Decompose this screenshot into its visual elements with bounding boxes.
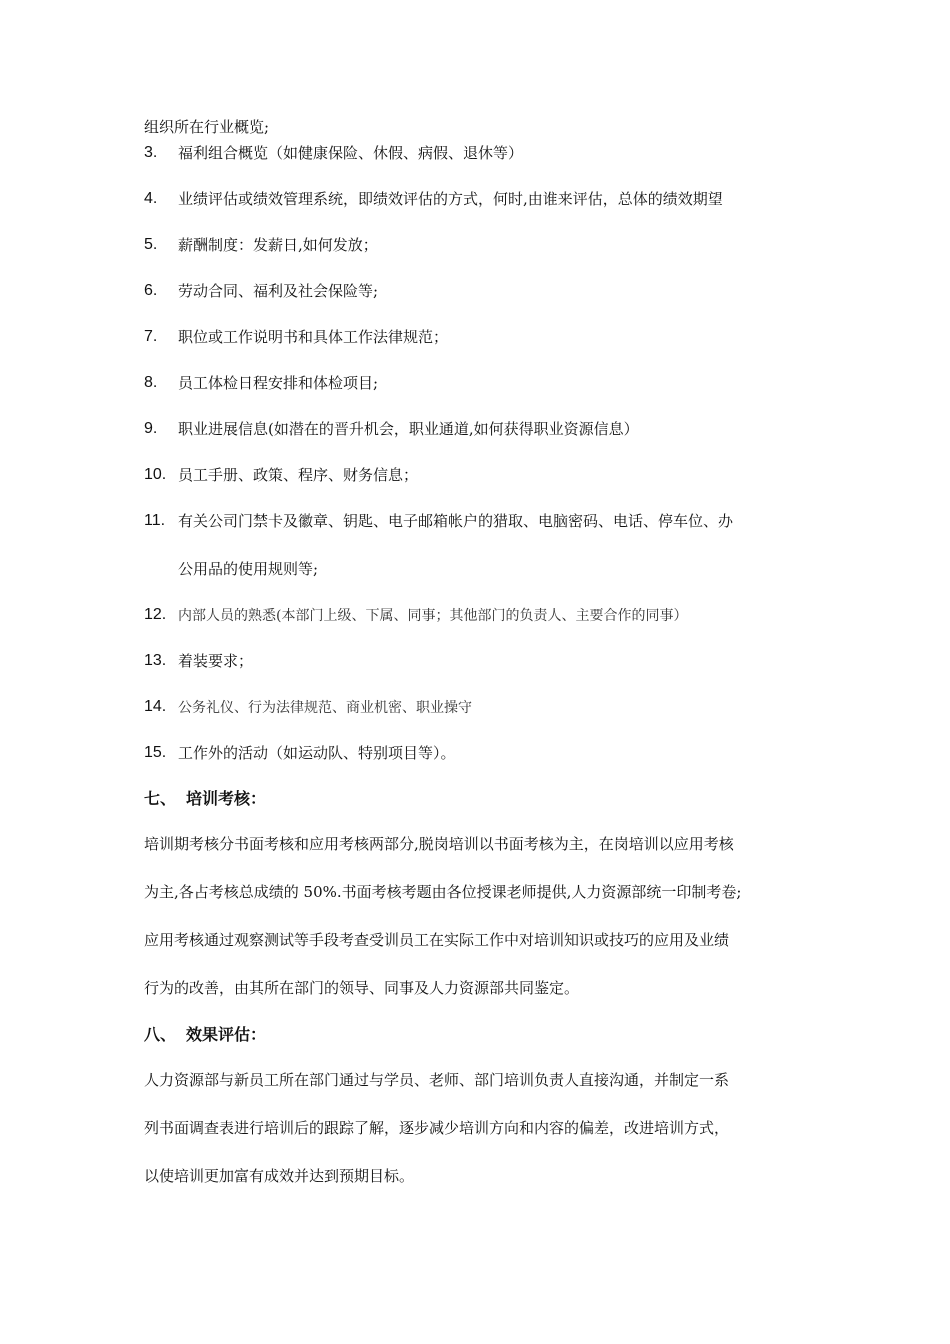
list-item-text: 业绩评估或绩效管理系统，即绩效评估的方式，何时,由谁来评估，总体的绩效期望: [178, 190, 723, 208]
paragraph-line: 为主,各占考核总成绩的 50%.书面考核考题由各位授课老师提供,人力资源部统一印制考卷;: [144, 883, 742, 901]
list-item-continuation: 公用品的使用规则等;: [178, 560, 319, 578]
list-item-text: 薪酬制度：发薪日,如何发放；: [178, 236, 378, 254]
paragraph-line: 列书面调查表进行培训后的跟踪了解，逐步减少培训方向和内容的偏差，改进培训方式，: [144, 1119, 730, 1137]
list-item-text: 工作外的活动（如运动队、特别项目等）。: [178, 744, 456, 762]
section-number: 七、: [144, 789, 177, 808]
paragraph-line: 人力资源部与新员工所在部门通过与学员、老师、部门培训负责人直接沟通，并制定一系: [144, 1071, 730, 1089]
list-item-text: 职业进展信息(如潜在的晋升机会，职业通道,如何获得职业资源信息）: [178, 420, 639, 438]
section-title: 效果评估：: [186, 1025, 267, 1044]
list-item-text: 员工体检日程安排和体检项目;: [178, 374, 379, 392]
paragraph-line: 应用考核通过观察测试等手段考查受训员工在实际工作中对培训知识或技巧的应用及业绩: [144, 931, 730, 949]
list-item-text: 内部人员的熟悉(本部门上级、下属、同事；其他部门的负责人、主要合作的同事）: [178, 608, 688, 624]
list-item-text: 员工手册、政策、程序、财务信息；: [178, 466, 419, 484]
section-heading-effect-evaluation: [144, 1024, 266, 1046]
paragraph-line: 培训期考核分书面考核和应用考核两部分,脱岗培训以书面考核为主，在岗培训以应用考核: [144, 835, 734, 853]
list-item-number: 4.: [144, 190, 158, 207]
list-item-number: 15.: [144, 744, 167, 761]
section-heading-training-assessment: [144, 788, 266, 810]
list-item-number: 6.: [144, 282, 158, 299]
list-item-number: 8.: [144, 374, 158, 391]
list-item-number: 14.: [144, 698, 167, 715]
list-item-number: 10.: [144, 466, 167, 483]
list-item-number: 9.: [144, 420, 158, 437]
list-item-text: 福利组合概览（如健康保险、休假、病假、退休等）: [178, 144, 524, 162]
list-item-number: 7.: [144, 328, 158, 345]
list-item-number: 12.: [144, 606, 167, 623]
list-item-text: 着装要求；: [178, 652, 254, 670]
list-item-text: 劳动合同、福利及社会保险等;: [178, 282, 379, 300]
list-item-text: 职位或工作说明书和具体工作法律规范；: [178, 328, 449, 346]
paragraph-line: 以使培训更加富有成效并达到预期目标。: [144, 1167, 415, 1185]
list-item-text: 有关公司门禁卡及徽章、钥匙、电子邮箱帐户的猎取、电脑密码、电话、停车位、办: [178, 512, 734, 530]
list-item-number: 3.: [144, 144, 158, 161]
intro-line: 组织所在行业概览;: [144, 118, 270, 136]
section-title: 培训考核：: [186, 789, 267, 808]
list-item-number: 11.: [144, 512, 166, 529]
list-item-text: 公务礼仪、行为法律规范、商业机密、职业操守: [178, 700, 472, 716]
list-item-number: 13.: [144, 652, 167, 669]
section-number: 八、: [144, 1025, 177, 1044]
list-item-number: 5.: [144, 236, 158, 253]
paragraph-line: 行为的改善，由其所在部门的领导、同事及人力资源部共同鉴定。: [144, 979, 580, 997]
